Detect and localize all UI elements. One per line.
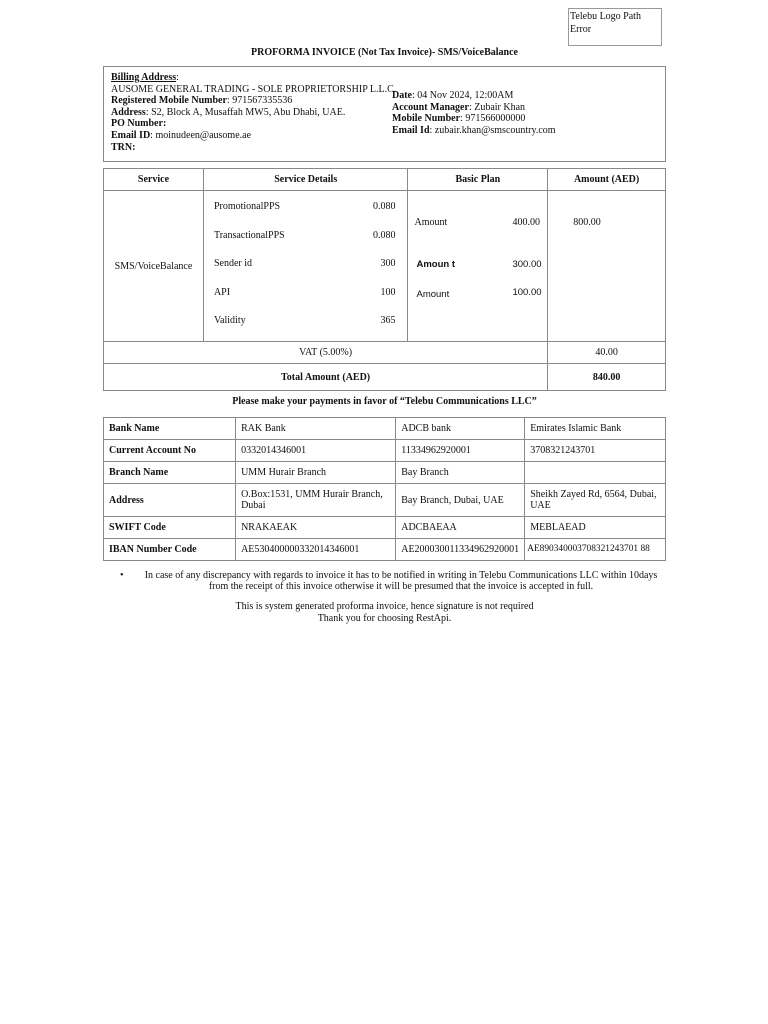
detail-value: 300 [380,258,396,269]
service-table-header [104,169,666,191]
manager-mobile-label: Mobile Number [392,113,461,125]
detail-name: API [213,286,231,298]
account-manager: Zubair Khan [474,101,526,113]
billing-email-label: Email ID [111,129,151,141]
table-row [104,418,666,440]
bullet-icon: • [120,570,124,581]
manager-mobile: 971566000000 [465,113,526,125]
logo-placeholder: Telebu Logo Path Error [568,8,662,46]
detail-name: Validity [213,315,246,326]
bank-cell: AE890340003708321243701 88 [525,539,666,561]
detail-row [204,195,408,224]
detail-row [204,309,408,338]
bank-cell: Bay Branch, Dubai, UAE [396,484,525,517]
billing-company: AUSOME GENERAL TRADING - SOLE PROPRIETORSHIP L.L.C. [111,83,397,95]
total-row [104,364,666,391]
detail-value: 100 [380,286,396,298]
plan-value: 100.00 [512,287,542,298]
trn-label: TRN: [111,141,136,153]
bank-cell [525,462,666,484]
detail-name: TransactionalPPS [213,229,285,241]
payment-note: Please make your payments in favor of “Telebu Communications LLC” [232,396,537,407]
plan-value: 300.00 [512,259,542,270]
bank-cell: RAK Bank [236,418,396,440]
bank-row-label: Bank Name [104,418,236,440]
amount-cell [548,191,666,342]
bank-cell: 11334962920001 [396,440,525,462]
footer-thanks: Thank you for choosing RestApi. [317,612,452,624]
bank-table [103,417,666,561]
service-row [104,191,666,342]
detail-row [204,281,408,310]
billing-heading: Billing Address [111,72,177,83]
billing-mobile-label: Registered Mobile Number [111,95,227,107]
footer [103,601,666,624]
total-label: Total Amount (AED) [104,364,548,391]
plan-label: Amount [416,289,450,300]
date-label: Date [392,90,412,101]
po-number-label: PO Number: [111,118,167,130]
detail-value: 365 [380,315,396,326]
bank-cell: Emirates Islamic Bank [525,418,666,440]
billing-address-label: Address [111,106,146,118]
detail-value: 0.080 [372,229,396,241]
service-name: SMS/VoiceBalance [104,191,204,342]
service-details-cell [203,191,408,342]
bank-cell: MEBLAEAD [525,517,666,539]
table-row [104,517,666,539]
manager-email: zubair.khan@smscountry.com [434,124,556,136]
bank-cell: Bay Branch [396,462,525,484]
col-header-service-details: Service Details [203,169,408,191]
billing-address-value: S2, Block A, Musaffah MW5, Abu Dhabi, UAE. [151,106,346,118]
vat-row [104,342,666,364]
plan-label: Amount [414,217,448,228]
invoice-date: 04 Nov 2024, 12:00AM [417,90,514,101]
col-header-amount: Amount (AED) [548,169,666,191]
footer-signature-note: This is system generated proforma invoice, hence signature is not required [235,601,534,612]
manager-label: Account Manager [392,101,469,113]
detail-name: PromotionalPPS [213,201,281,212]
detail-row [204,224,408,253]
detail-row [204,252,408,281]
total-value: 840.00 [548,364,666,391]
bank-cell: 3708321243701 [525,440,666,462]
vat-value: 40.00 [548,342,666,364]
bank-row-label: SWIFT Code [104,517,236,539]
billing-address: Billing Address: AUSOME GENERAL TRADING - SOLE PROPRIETORSHIP L.L.C. Registered Mobile Number: 971567335536 Address: S2, Block A, Musaffah MW5, Abu Dhabi, UAE. PO Number: Email ID: moinudeen@ausome.ae TRN: [111,72,397,153]
table-row [104,484,666,517]
bank-cell: ADCB bank [396,418,525,440]
service-table [103,168,666,391]
bank-cell: NRAKAEAK [236,517,396,539]
vat-label: VAT (5.00%) [104,342,548,364]
billing-email: moinudeen@ausome.ae [155,129,252,141]
basic-plan-cell [408,191,548,342]
plan-value: 400.00 [512,217,540,228]
col-header-service: Service [104,169,204,191]
bank-row-label: Address [104,484,236,517]
manager-email-label: Email Id [392,124,430,136]
bank-cell: 0332014346001 [236,440,396,462]
account-details: Date: 04 Nov 2024, 12:00AM Account Manager: Zubair Khan Mobile Number: 971566000000 Email Id: zubair.khan@smscountry.com [392,90,556,136]
detail-name: Sender id [213,258,252,269]
bank-cell: AE200030011334962920001 [396,539,525,561]
detail-value: 0.080 [372,201,396,212]
bank-row-label: IBAN Number Code [104,539,236,561]
table-row [104,539,666,561]
discrepancy-note: In case of any discrepancy with regards to invoice it has to be notified in writing in Telebu Communications LLC within 10days from the receipt of this invoice otherwise it will be presumed that the invoice is accepted in full. [144,570,658,592]
col-header-basic-plan: Basic Plan [408,169,548,191]
address-section [103,66,666,162]
bank-cell: AE530400000332014346001 [236,539,396,561]
billing-mobile: 971567335536 [232,95,293,107]
bank-row-label: Current Account No [104,440,236,462]
table-row [104,462,666,484]
plan-label: Amoun t [416,259,456,270]
bank-cell: UMM Hurair Branch [236,462,396,484]
amount-value: 800.00 [573,217,601,228]
invoice-title: PROFORMA INVOICE (Not Tax Invoice)- SMS/VoiceBalance [251,47,518,58]
bank-cell: ADCBAEAA [396,517,525,539]
bank-cell: Sheikh Zayed Rd, 6564, Dubai, UAE [525,484,666,517]
bank-row-label: Branch Name [104,462,236,484]
table-row [104,440,666,462]
bank-cell: O.Box:1531, UMM Hurair Branch, Dubai [236,484,396,517]
